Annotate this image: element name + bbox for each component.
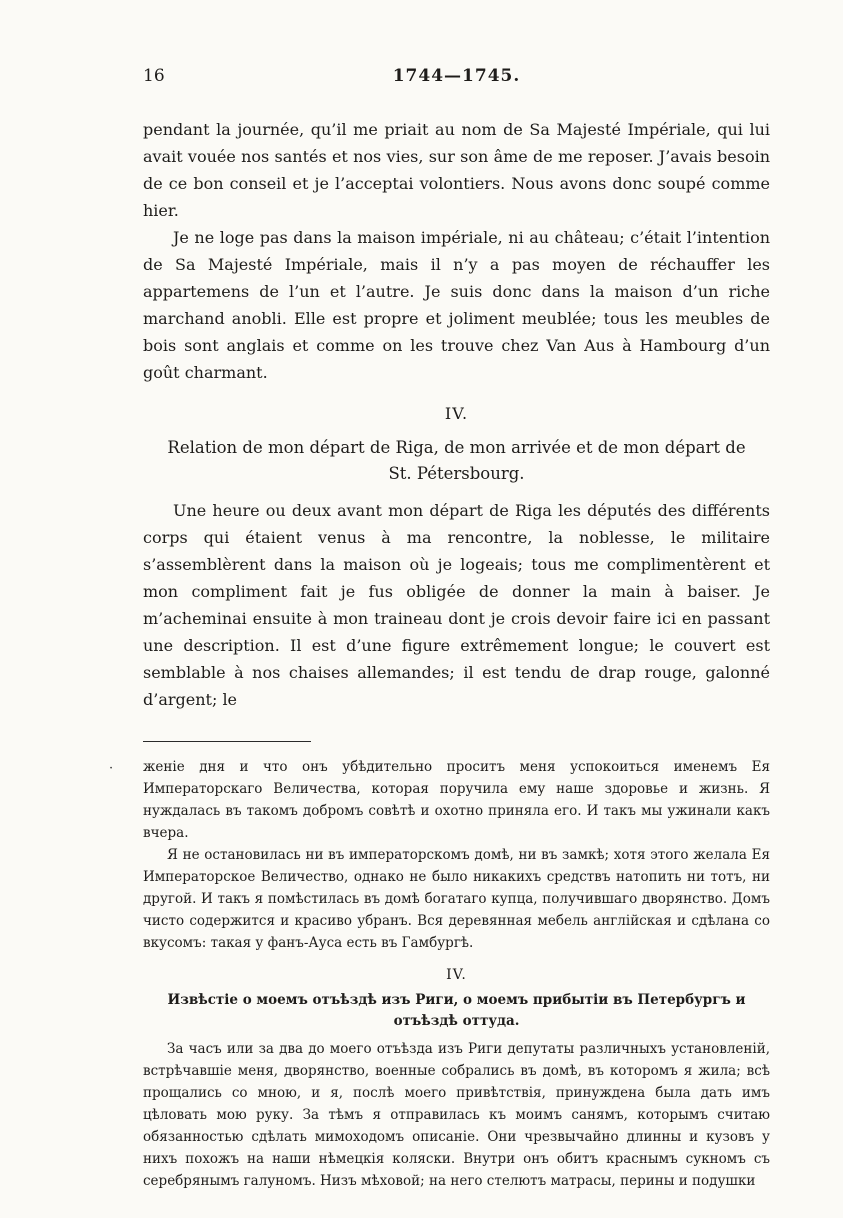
main-text-french [143,116,770,713]
footnote-paragraph-continuation: женіе дня и что онъ убѣдительно проситъ меня успокоиться именемъ Ея Императорскаго Величества, которая поручила ему наше здоровье и жизнь. Я нуждалась въ такомъ добромъ совѣтѣ и охотно приняла его. И такъ мы ужинали какъ вчера. [143,759,770,841]
section-heading-main: Relation de mon départ de Riga, de mon arrivée et de mon départ de St. Pétersbourg. [167,438,746,483]
footnote-russian [109,756,770,1192]
section-heading-footnote: Извѣстіе о моемъ отъѣздѣ изъ Риги, о моемъ прибытіи въ Петербургъ и отъѣздѣ оттуда. [167,992,746,1029]
margin-mark: · [109,761,114,776]
page-number: 16 [143,66,165,86]
paragraph-french-lodging: Je ne loge pas dans la maison impériale, ni au château; c’était l’intention de Sa Majesté Impériale, mais il n’y a pas moyen de réchauffer les appartemens de l’un et l’autre. Je suis donc dans la maison d’un riche marchand anobli. Elle est propre et joliment meublée; tous les meubles de bois sont anglais et comme on les trouve chez Van Aus à Hambourg d’un goût charmant. [143,228,770,382]
section-number-footnote: IV. [446,967,467,983]
footnote-paragraph-lodging: Я не остановилась ни въ императорскомъ домѣ, ни въ замкѣ; хотя этого желала Ея Императорское Величество, однако не было никакихъ средствъ натопить ни тотъ, ни другой. И такъ я помѣстилась въ домѣ богатаго купца, получившаго дворянство. Домъ чисто содержится и красиво убранъ. Вся деревянная мебель англійская и сдѣлана со вкусомъ: такая у фанъ-Ауса есть въ Гамбургѣ. [143,847,770,951]
footnote-separator-rule [143,741,311,742]
footnote-paragraph-departure: За часъ или за два до моего отъѣзда изъ Риги депутаты различныхъ установленій, встрѣчавшіе меня, дворянство, военные собрались въ домѣ, въ которомъ я жила; всѣ прощались со мною, и я, послѣ моего привѣтствія, принуждена была дать имъ цѣловать мою руку. За тѣмъ я отправилась къ моимъ санямъ, которымъ считаю обязанностью сдѣлать мимоходомъ описаніе. Они чрезвычайно длинны и кузовъ у нихъ похожъ на наши нѣмецкія коляски. Внутри онъ обитъ краснымъ сукномъ съ серебрянымъ галуномъ. Низъ мѣховой; на него стелютъ матрасы, перины и подушки [143,1041,770,1189]
paragraph-french-departure: Une heure ou deux avant mon départ de Riga les députés des différents corps qui étaient venus à ma rencontre, la noblesse, le militaire s’assemblèrent dans la maison où je logeais; tous me complimentèrent et mon compliment fait je fus obligée de donner la main à baiser. Je m’acheminai ensuite à mon traineau dont je crois devoir faire ici en passant une description. Il est d’une figure extrêmement longue; le couvert est semblable à nos chaises allemandes; il est tendu de drap rouge, galonné d’argent; le [143,501,770,709]
page-content [109,66,770,1192]
page-header [143,66,770,92]
paragraph-french-continuation: pendant la journée, qu’il me priait au nom de Sa Majesté Impériale, qui lui avait vouée nos santés et nos vies, sur son âme de me reposer. J’avais besoin de ce bon conseil et je l’acceptai volontiers. Nous avons donc soupé comme hier. [143,120,770,220]
running-head-date-range: 1744—1745. [392,66,521,86]
section-number-main: IV. [444,404,469,423]
